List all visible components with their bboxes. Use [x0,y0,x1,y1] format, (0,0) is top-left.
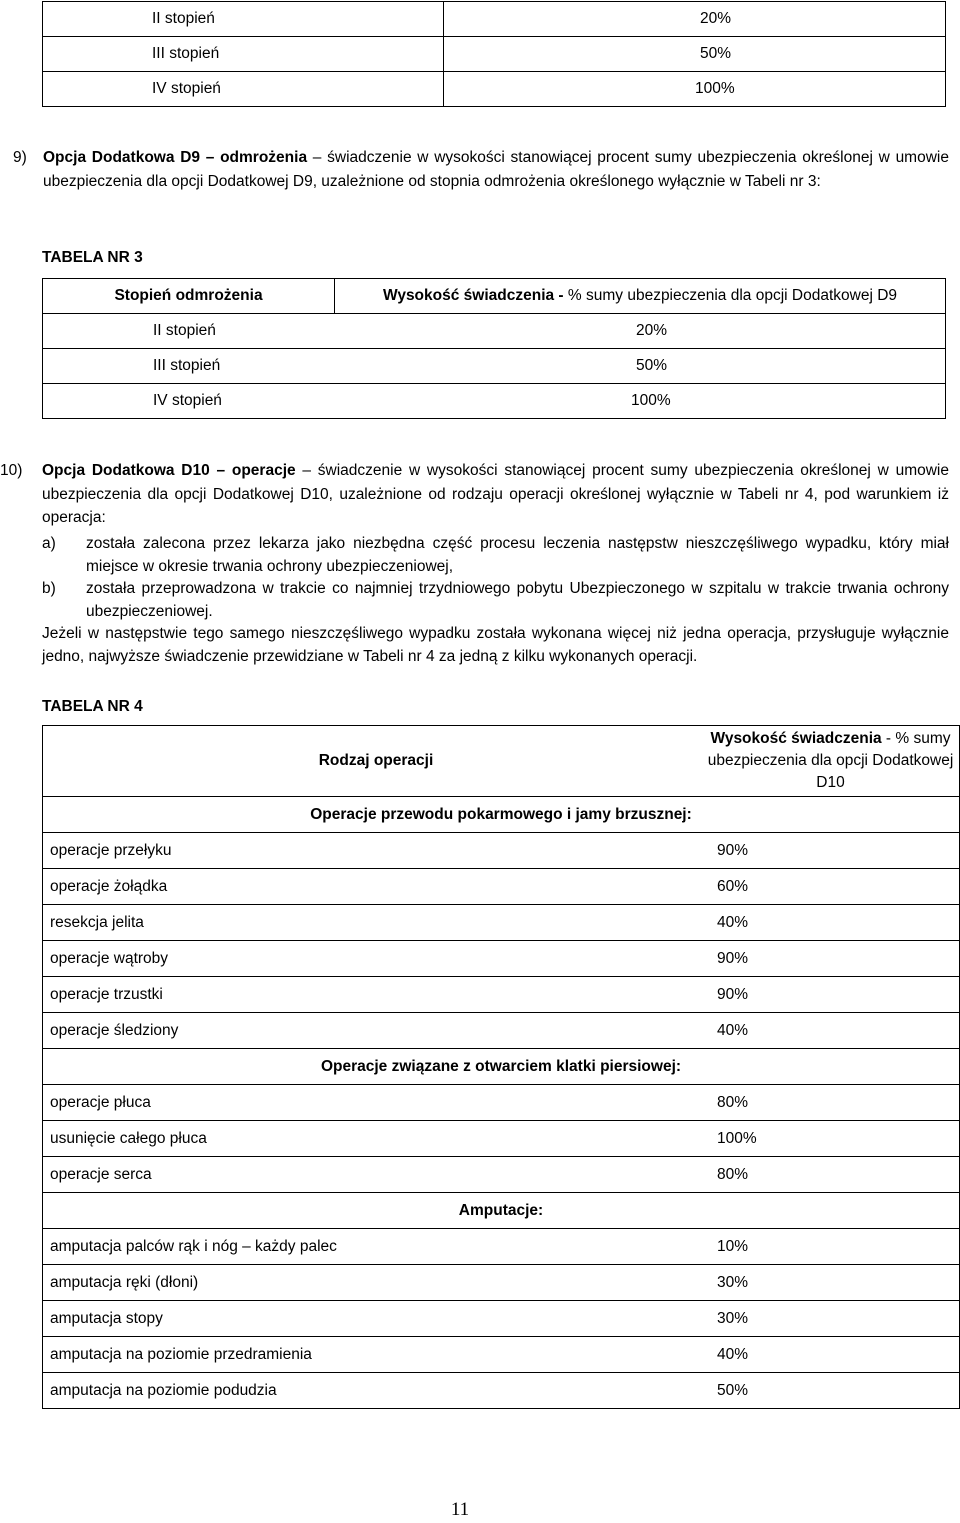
value-text: 100% [631,392,671,409]
operation-value: 80% [702,1085,960,1121]
row-cell [43,384,946,419]
row-cell [43,314,946,349]
operation-name: amputacja na poziomie przedramienia [43,1337,703,1373]
conditions-list [42,533,949,668]
table-row [43,384,946,419]
list-text: została przeprowadzona w trakcie co najmniej trzydniowego pobytu Ubezpieczonego w szpitalu w trakcie trwania ochrony ubezpieczeniowej. [86,580,949,620]
list-label: a) [42,535,56,552]
table-row [43,1229,960,1265]
value-text: 20% [636,322,668,339]
list-label: b) [42,580,56,597]
table-row [43,1157,960,1193]
table-row [43,314,946,349]
operation-name: operacje żołądka [43,869,703,905]
operation-name: amputacja na poziomie podudzia [43,1373,703,1409]
table-row [43,1373,960,1409]
table-row [43,1337,960,1373]
item-title: Opcja Dodatkowa D10 – operacje [42,462,296,479]
table-row [43,1085,960,1121]
section-title: Amputacje: [43,1193,960,1229]
operation-value: 40% [702,905,960,941]
operation-name: operacje serca [43,1157,703,1193]
item-text: – świadczenie w wysokości stanowiącej procent sumy ubezpieczenia określonej w umowie ubezpieczenia dla opcji Dodatkowej D9, uzależnione od stopnia odmrożenia określonego wyłącznie w Tabeli nr 3: [43,149,949,190]
item-text: – świadczenie w wysokości stanowiącej procent sumy ubezpieczenia określonej w umowie ubezpieczenia dla opcji Dodatkowej D10, uzależnione od rodzaju operacji określonej wyłącznie w Tabeli nr 4, pod warunkiem iż operacja: [42,462,949,526]
operation-value: 90% [702,833,960,869]
operation-value: 100% [702,1121,960,1157]
item-title: Opcja Dodatkowa D9 – odmrożenia [43,149,308,166]
operation-name: resekcja jelita [43,905,703,941]
list-text: została zalecona przez lekarza jako niezbędna część procesu leczenia następstw nieszczęśliwego wypadku, który miał miejsce w okresie trwania ochrony ubezpieczeniowej, [86,535,949,575]
header-bold: Wysokość świadczenia - [382,287,564,304]
item-10-paragraph [0,459,949,530]
header-rest: % sumy ubezpieczenia dla opcji Dodatkowej D9 [563,287,898,304]
operation-name: usunięcie całego płuca [43,1121,703,1157]
item-body [42,459,949,530]
operation-value: 40% [702,1013,960,1049]
table-row [43,1301,960,1337]
table-row [43,1121,960,1157]
section-row [43,1193,960,1229]
column-header-value [335,279,946,314]
value-cell [444,37,946,72]
column-header-value [702,726,960,797]
operation-name: operacje wątroby [43,941,703,977]
operation-value: 80% [702,1157,960,1193]
operation-name: operacje przełyku [43,833,703,869]
stage-text: IV stopień [153,392,222,409]
header-rest: - % sumy ubezpieczenia dla opcji Dodatkowej D10 [707,730,954,791]
list-item [42,578,949,623]
table-row [43,905,960,941]
item-number: 9) [13,149,27,166]
table-4 [42,725,960,1409]
frostbite-table-continuation [42,1,946,107]
table-4-title: TABELA NR 4 [42,698,143,715]
table-row [43,1013,960,1049]
item-number: 10) [0,462,23,479]
header-bold: Wysokość świadczenia [710,730,882,747]
value-text: 100% [695,80,735,97]
operation-name: amputacja palców rąk i nóg – każdy palec [43,1229,703,1265]
table-row [43,72,946,107]
stage-text: III stopień [153,357,221,374]
table-header-row [43,726,960,797]
operation-value: 10% [702,1229,960,1265]
row-cell [43,349,946,384]
operation-name: amputacja stopy [43,1301,703,1337]
table-row [43,977,960,1013]
list-item [42,533,949,578]
table-4-body [43,797,960,1409]
operation-value: 90% [702,977,960,1013]
column-header-stage: Stopień odmrożenia [43,279,335,314]
table-row [43,349,946,384]
operation-name: operacje płuca [43,1085,703,1121]
operation-value: 40% [702,1337,960,1373]
stage-text: II stopień [153,322,216,339]
value-text: 50% [700,45,732,62]
section-title: Operacje związane z otwarciem klatki piersiowej: [43,1049,960,1085]
operation-name: operacje śledziony [43,1013,703,1049]
table-row [43,869,960,905]
stage-cell: III stopień [43,37,444,72]
table-header-row [43,279,946,314]
stage-cell: II stopień [43,2,444,37]
value-text: 20% [700,10,732,27]
page-number: 11 [450,1499,470,1520]
table-row [43,1265,960,1301]
section-row [43,1049,960,1085]
table-3-title: TABELA NR 3 [42,249,143,266]
operation-name: operacje trzustki [43,977,703,1013]
table-row [43,833,960,869]
table-3 [42,278,946,419]
section-title: Operacje przewodu pokarmowego i jamy brzusznej: [43,797,960,833]
operation-value: 30% [702,1301,960,1337]
table-row [43,941,960,977]
section-row [43,797,960,833]
operation-value: 50% [702,1373,960,1409]
operation-value: 60% [702,869,960,905]
operation-value: 90% [702,941,960,977]
value-text: 50% [636,357,668,374]
closing-paragraph: Jeżeli w następstwie tego samego nieszczęśliwego wypadku została wykonana więcej niż jedna operacja, przysługuje wyłącznie jedno, najwyższe świadczenie przewidziane w Tabeli nr 4 za jedną z kilku wykonanych operacji. [42,625,949,665]
value-cell [444,72,946,107]
item-body [43,146,949,193]
column-header-operation: Rodzaj operacji [43,726,703,797]
item-9-paragraph [13,146,949,193]
table-row [43,2,946,37]
operation-name: amputacja ręki (dłoni) [43,1265,703,1301]
operation-value: 30% [702,1265,960,1301]
stage-cell: IV stopień [43,72,444,107]
table-row [43,37,946,72]
value-cell [444,2,946,37]
